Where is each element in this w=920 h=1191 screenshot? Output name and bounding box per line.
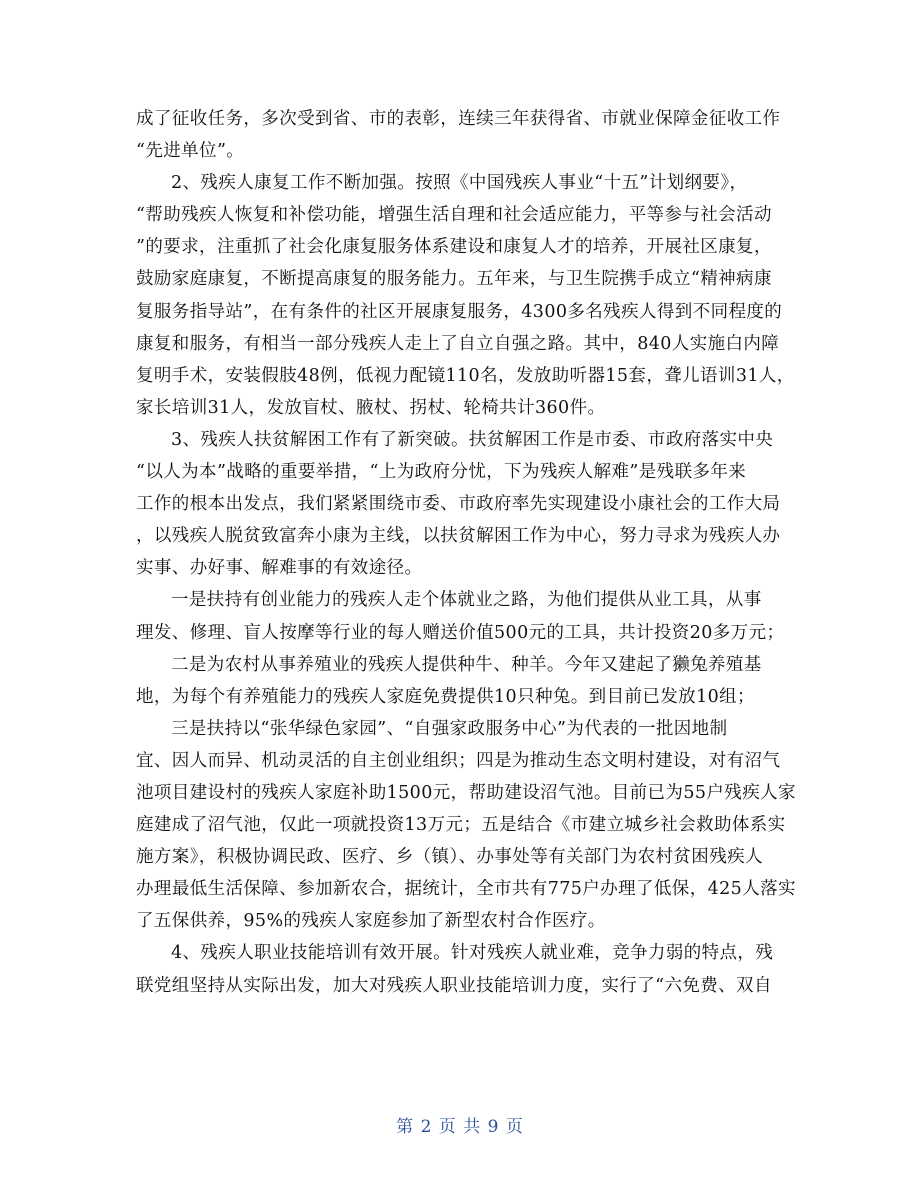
text-line: 了五保供养，95%的残疾人家庭参加了新型农村合作医疗。 bbox=[136, 911, 606, 932]
text-line: 一是扶持有创业能力的残疾人走个体就业之路，为他们提供从业工具，从事 bbox=[171, 590, 762, 611]
text-line: 理发、修理、盲人按摩等行业的每人赠送价值500元的工具，共计投资20多万元； bbox=[136, 622, 785, 643]
text-line: 复服务指导站”，在有条件的社区开展康复服务，4300多名残疾人得到不同程度的 bbox=[136, 301, 783, 322]
text-line: “帮助残疾人恢复和补偿功能，增强生活自理和社会适应能力，平等参与社会活动 bbox=[136, 205, 772, 226]
text-line: ”的要求，注重抓了社会化康复服务体系建设和康复人才的培养，开展社区康复， bbox=[136, 237, 772, 258]
page-number-footer: 第 2 页 共 9 页 bbox=[396, 1117, 524, 1137]
text-line: 庭建成了沼气池，仅此一项就投资13万元；五是结合《市建立城乡社会救助体系实 bbox=[136, 815, 786, 836]
document-body bbox=[136, 103, 796, 1002]
text-line: 复明手术，安装假肢48例，低视力配镜110名，发放助听器15套，聋儿语训31人， bbox=[136, 365, 795, 386]
text-line: 鼓励家庭康复，不断提高康复的服务能力。五年来，与卫生院携手成立“精神病康 bbox=[136, 269, 772, 290]
text-line: 宜、因人而异、机动灵活的自主创业组织；四是为推动生态文明村建设，对有沼气 bbox=[136, 750, 781, 771]
text-line: “先进单位”。 bbox=[136, 141, 245, 162]
text-line: “以人为本”战略的重要举措，“上为政府分忧，下为残疾人解难”是残联多年来 bbox=[136, 462, 747, 483]
text-line: 工作的根本出发点，我们紧紧围绕市委、市政府率先实现建设小康社会的工作大局 bbox=[136, 494, 781, 515]
text-line: 3、残疾人扶贫解困工作有了新突破。扶贫解困工作是市委、市政府落实中央 bbox=[171, 429, 774, 450]
text-line: 办理最低生活保障、参加新农合，据统计，全市共有775户办理了低保，425人落实 bbox=[136, 879, 796, 900]
text-line: 池项目建设村的残疾人家庭补助1500元，帮助建设沼气池。目前已为55户残疾人家 bbox=[136, 782, 796, 803]
text-line: 三是扶持以“张华绿色家园”、“自强家政服务中心”为代表的一批因地制 bbox=[171, 718, 728, 739]
text-line: 家长培训31人，发放盲杖、腋杖、拐杖、轮椅共计360件。 bbox=[136, 397, 606, 418]
text-line: 成了征收任务，多次受到省、市的表彰，连续三年获得省、市就业保障金征收工作 bbox=[136, 109, 781, 129]
text-line: 4、残疾人职业技能培训有效开展。针对残疾人就业难，竞争力弱的特点，残 bbox=[171, 943, 774, 964]
text-line: 康复和服务，有相当一部分残疾人走上了自立自强之路。其中，840人实施白内障 bbox=[136, 333, 780, 354]
text-line: 联党组坚持从实际出发，加大对残疾人职业技能培训力度，实行了“六免费、双自 bbox=[136, 975, 772, 996]
text-line: 2、残疾人康复工作不断加强。按照《中国残疾人事业“十五”计划纲要》， bbox=[171, 173, 748, 194]
text-line: ，以残疾人脱贫致富奔小康为主线，以扶贫解困工作为中心，努力寻求为残疾人办 bbox=[136, 526, 781, 547]
text-line: 实事、办好事、解难事的有效途径。 bbox=[136, 558, 423, 579]
text-line: 施方案》，积极协调民政、医疗、乡（镇）、办事处等有关部门为农村贫困残疾人 bbox=[136, 847, 763, 868]
text-line: 地，为每个有养殖能力的残疾人家庭免费提供10只种兔。到目前已发放10组； bbox=[136, 686, 755, 707]
text-line: 二是为农村从事养殖业的残疾人提供种牛、种羊。今年又建起了獭兔养殖基 bbox=[171, 654, 762, 675]
